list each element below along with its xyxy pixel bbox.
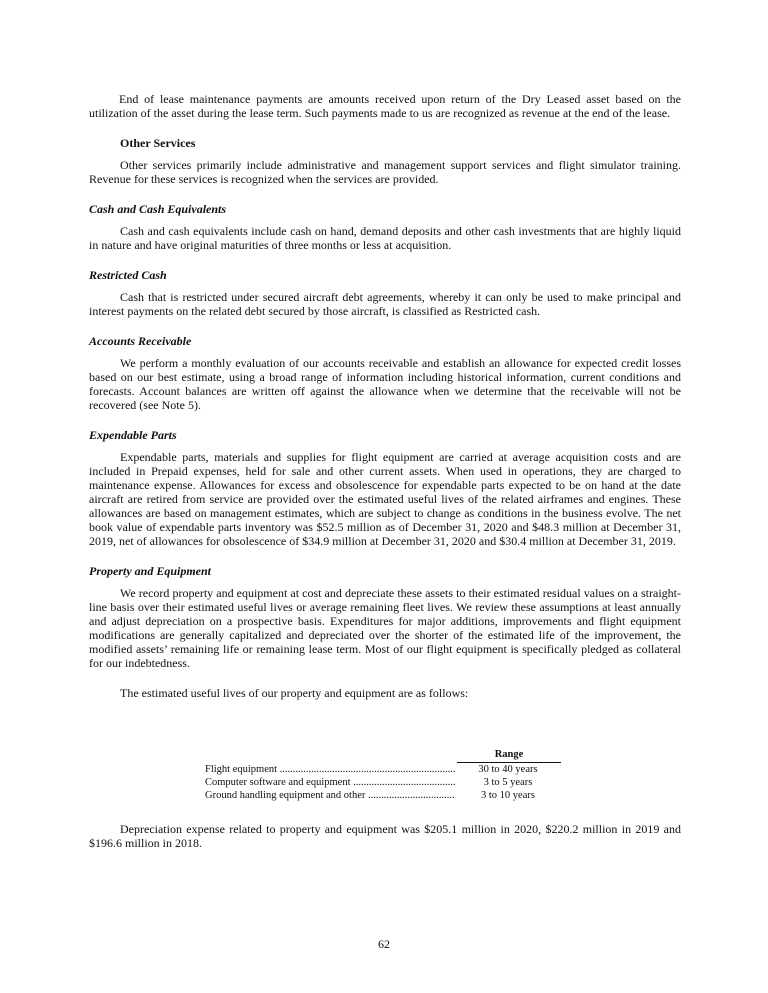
row-label: Ground handling equipment and other ..... [205,789,455,802]
paragraph-expendable-parts: Expendable parts, materials and supplies for flight equipment are carried at average acquisition costs and are included in Prepaid expenses, held for sale and other current assets. When used in operations, they are charged to maintenance expense. Allowances for excess and obsolescence for expendable parts expected to be on hand at the date aircraft are retired from service are provided over the estimated useful lives of the related airframes and engines. These allowances are based on management estimates, which are subject to change as conditions in the business evolve. The net book value of expendable parts inventory was $52.5 million as of December 31, 2020 and $48.3 million at December 31, 2019, net of allowances for obsolescence of $34.9 million at December 31, 2020 and $30.4 million at December 31, 2019. [89,450,681,548]
section-cash [89,202,681,252]
row-range: 3 to 10 years [481,790,535,801]
heading-restricted-cash: Restricted Cash [89,268,167,282]
table-row [205,763,561,776]
section-accounts-receivable [89,334,681,412]
paragraph-accounts-receivable: We perform a monthly evaluation of our accounts receivable and establish an allowance for expected credit losses based on our best estimate, using a broad range of information including historical information, current conditions and forecasts. Account balances are written off against the allowance when we determine that the receivable will not be recovered (see Note 5). [89,356,681,412]
paragraph-cash: Cash and cash equivalents include cash on hand, demand deposits and other cash investments that are highly liquid in nature and have original maturities of three months or less at acquisition. [89,224,681,252]
depreciation-section [89,822,681,850]
paragraph-lives-intro: The estimated useful lives of our property and equipment are as follows: [120,686,469,700]
row-range: 30 to 40 years [478,764,538,775]
paragraph-property-equipment: We record property and equipment at cost and depreciate these assets to their estimated residual values on a straight-line basis over their estimated useful lives or average remaining fleet lives. We review these assumptions at least annually and adjust depreciation on a prospective basis. Expenditures for major additions, improvements and flight equipment modifications are generally capitalized and depreciated over the shorter of the estimated life of the improvement, the modified assets’ remaining life or remaining lease term. Most of our flight equipment is specifically pledged as collateral for our indebtedness. [89,586,681,670]
heading-other-services: Other Services [120,136,196,150]
page-number: 62 [378,937,390,951]
paragraph-other-services: Other services primarily include administrative and management support services and flight simulator training. Revenue for these services is recognized when the services are provided. [89,158,681,186]
section-restricted-cash [89,268,681,318]
document-body [89,92,681,700]
section-expendable-parts [89,428,681,548]
section-property-equipment [89,564,681,670]
table-row [205,776,561,789]
section-other-services [89,136,681,186]
paragraph-lease-maintenance: End of lease maintenance payments are amounts received upon return of the Dry Leased asset based on the utilization of the asset during the lease term. Such payments made to us are recognized as revenue at the end of the lease. [89,92,681,120]
row-range: 3 to 5 years [483,777,533,788]
table-row [205,789,561,802]
heading-cash: Cash and Cash Equivalents [89,202,227,216]
useful-lives-table [205,748,561,802]
heading-accounts-receivable: Accounts Receivable [89,334,192,348]
range-header: Range [457,748,561,763]
paragraph-depreciation: Depreciation expense related to property and equipment was $205.1 million in 2020, $220.2 million in 2019 and $196.6 million in 2018. [89,822,681,850]
table-header-row [205,748,561,763]
heading-property-equipment: Property and Equipment [89,564,212,578]
paragraph-restricted-cash: Cash that is restricted under secured aircraft debt agreements, whereby it can only be used to make principal and interest payments on the related debt secured by those aircraft, is classified as Restricted cash. [89,290,681,318]
heading-expendable-parts: Expendable Parts [89,428,177,442]
row-label: Flight equipment ..... [205,763,455,776]
row-label: Computer software and equipment ..... [205,776,455,789]
